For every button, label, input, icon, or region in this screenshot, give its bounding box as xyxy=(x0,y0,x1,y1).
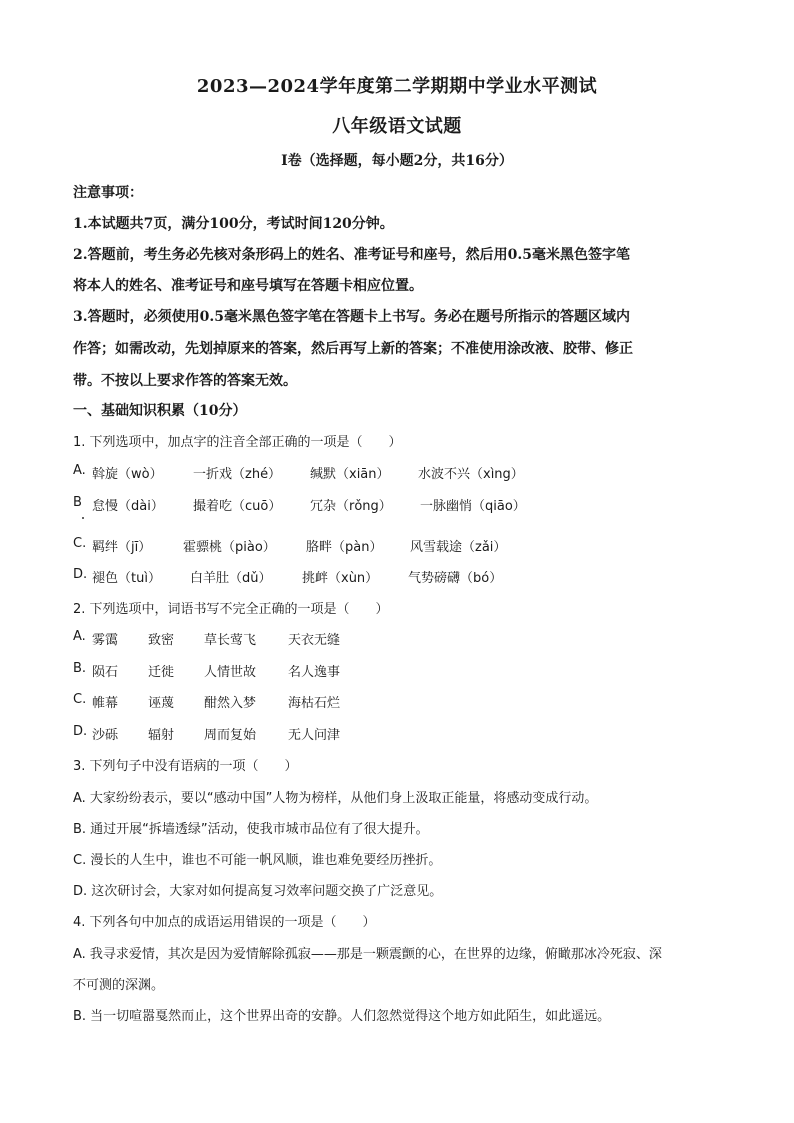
notice-item-3a: 3.答题时，必须使用0.5毫米黑色签字笔在答题卡上书写。务必在题号所指示的答题区域内 xyxy=(73,309,630,325)
q4-option-a-line1: A. 我寻求爱情，其次是因为爱情解除孤寂——那是一颗震颤的心，在世界的边缘，俯瞰那冰冷死寂、深 xyxy=(73,947,662,962)
section-note: Ⅰ卷（选择题，每小题2分，共16分） xyxy=(281,153,513,169)
notice-item-3c: 带。不按以上要求作答的答案无效。 xyxy=(73,373,297,389)
q4-option-a-line2: 不可测的深渊。 xyxy=(73,978,165,993)
exam-title: 2023—2024学年度第二学期期中学业水平测试 xyxy=(196,76,598,97)
part1-heading: 一、基础知识积累（10分） xyxy=(73,403,247,419)
q2-stem: 2. 下列选项中，词语书写不完全正确的一项是（ ） xyxy=(73,602,389,617)
q3-option-d: D. 这次研讨会，大家对如何提高复习效率问题交换了广泛意见。 xyxy=(73,884,443,899)
q4-option-b: B. 当一切喧嚣戛然而止，这个世界出奇的安静。人们忽然觉得这个地方如此陌生，如此遥远。 xyxy=(73,1009,611,1024)
notice-item-2b: 将本人的姓名、准考证号和座号填写在答题卡相应位置。 xyxy=(73,278,423,294)
notice-heading: 注意事项： xyxy=(73,185,143,201)
exam-page: 2023—2024学年度第二学期期中学业水平测试 八年级语文试题 Ⅰ卷（选择题，每小题2分，共16分） 注意事项： 1.本试题共7页，满分100分，考试时间120分钟。 2.答题前，考生务必先核对条形码上的姓名、准考证号和座号，然后用0.5毫米黑色签字笔 将本人的姓名、准考证号和座号填写在答题卡相应位置。 3.答题时，必须使用0.5毫米黑色签字笔在答题卡上书写。务必在题号所指示的答题区域内 作答；如需改动，先划掉原来的答案，然后再写上新的答案；不准使用涂改液、胶带、修正 带。不按以上要求作答的答案无效。 一、基础知识积累（10分） 1. 下列选项中，加点字的注音全部正确的一项是（ ） A. 斡旋（wò） 一折戏（zhé） 缄默（xiān） 水波不兴（xìng） B 怠慢（dài） 撮着吃（cuō） 冗杂（rǒng） 一脉幽悄（qiāo） C. 羁绊（jī） 霍骠桃（piào） 胳畔（pàn） 风雪载途（zǎi） D. 褪色（tuì） 白羊肚（dǔ） 挑衅（xùn） 气势磅礴（bó） 2. 下列选项中，词语书写不完全正确的一项是（ ） A. 雾霭 致密 草长莺飞 天衣无缝 B. 陨石 迁徙 人情世故 名人逸事 C. 帷幕 诬蔑 酣然入梦 海枯石烂 D. 沙砾 辐射 周而复始 无人问津 3. 下列句子中没有语病的一项（ ） A. 大家纷纷表示，要以“感动中国”人物为榜样，从他们身上汲取正能量，将感动变成行动。 B. 通过开展“拆墙透绿”活动，使我市城市品位有了很大提升。 C. 漫长的人生中，谁也不可能一帆风顺，谁也难免要经历挫折。 D. 这次研讨会，大家对如何提高复习效率问题交换了广泛意见。 4. 下列各句中加点的成语运用错误的一项是（ ） A. 我寻求爱情，其次是因为爱情解除孤寂——那是一颗震颤的心，在世界的边缘，俯瞰那冰冷死寂、深 不可测的深渊。 B. 当一切喧嚣戛然而止，这个世界出奇的安静。人们忽然觉得这个地方如此陌生，如此遥远。 xyxy=(0,0,794,1123)
q1-stem: 1. 下列选项中，加点字的注音全部正确的一项是（ ） xyxy=(73,435,402,450)
q3-stem: 3. 下列句子中没有语病的一项（ ） xyxy=(73,759,298,774)
notice-item-2a: 2.答题前，考生务必先核对条形码上的姓名、准考证号和座号，然后用0.5毫米黑色签字笔 xyxy=(73,247,630,263)
q3-option-c: C. 漫长的人生中，谁也不可能一帆风顺，谁也难免要经历挫折。 xyxy=(73,853,442,868)
notice-item-3b: 作答；如需改动，先划掉原来的答案，然后再写上新的答案；不准使用涂改液、胶带、修正 xyxy=(73,341,633,357)
emphasis-dot xyxy=(82,517,84,519)
q3-option-a: A. 大家纷纷表示，要以“感动中国”人物为榜样，从他们身上汲取正能量，将感动变成行动。 xyxy=(73,791,598,806)
q4-stem: 4. 下列各句中加点的成语运用错误的一项是（ ） xyxy=(73,915,376,930)
exam-subtitle: 八年级语文试题 xyxy=(332,116,462,137)
q3-option-b: B. 通过开展“拆墙透绿”活动，使我市城市品位有了很大提升。 xyxy=(73,822,429,837)
notice-item-1: 1.本试题共7页，满分100分，考试时间120分钟。 xyxy=(73,216,394,232)
